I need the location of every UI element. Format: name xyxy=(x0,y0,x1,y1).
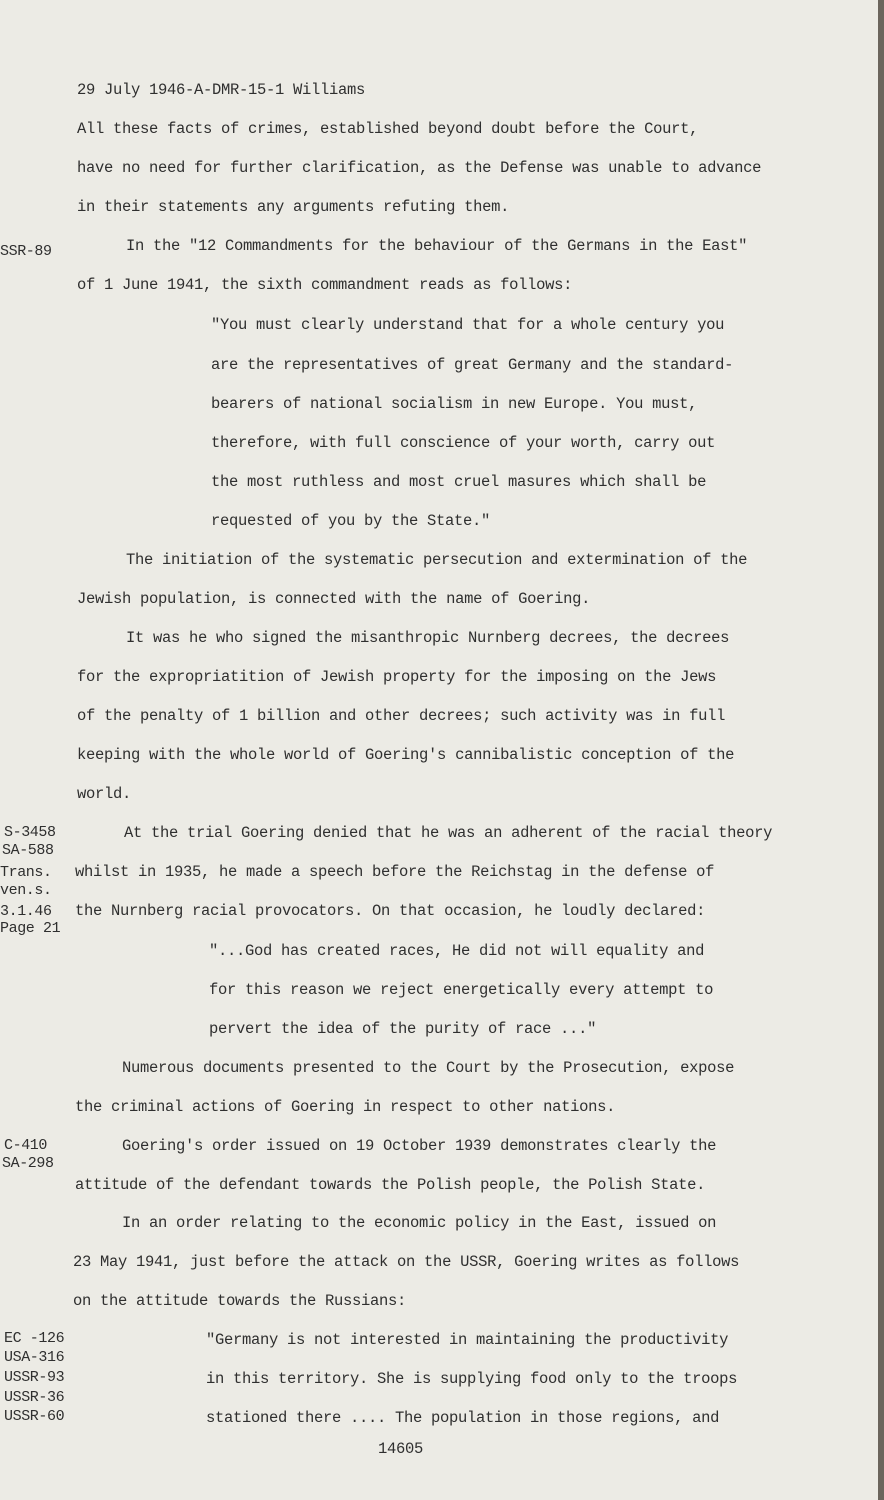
text-line: At the trial Goering denied that he was an adherent of the racial theory xyxy=(124,824,773,842)
text-line: keeping with the whole world of Goering's cannibalistic conception of the xyxy=(77,746,735,764)
text-line: Numerous documents presented to the Court by the Prosecution, expose xyxy=(122,1059,735,1077)
text-line: therefore, with full conscience of your worth, carry out xyxy=(211,434,716,452)
text-line: Goering's order issued on 19 October 1939 demonstrates clearly the xyxy=(122,1137,717,1155)
text-line: the most ruthless and most cruel masures which shall be xyxy=(211,473,707,491)
text-line: are the representatives of great Germany and the standard- xyxy=(211,356,734,374)
text-line: world. xyxy=(77,785,132,803)
text-line: whilst in 1935, he made a speech before the Reichstag in the defense of xyxy=(75,863,715,881)
margin-note: USSR-36 xyxy=(4,1389,65,1406)
text-line: All these facts of crimes, established beyond doubt before the Court, xyxy=(77,120,699,138)
margin-note: S-3458 xyxy=(4,824,56,841)
margin-note: USSR-93 xyxy=(4,1369,65,1386)
text-line: In the "12 Commandments for the behaviour of the Germans in the East" xyxy=(126,237,748,255)
text-line: "Germany is not interested in maintaining the productivity xyxy=(206,1331,729,1349)
text-line: The initiation of the systematic persecution and extermination of the xyxy=(126,551,748,569)
text-line: in this territory. She is supplying food only to the troops xyxy=(206,1370,738,1388)
text-line: 23 May 1941, just before the attack on the USSR, Goering writes as follows xyxy=(73,1253,740,1271)
text-line: on the attitude towards the Russians: xyxy=(73,1292,407,1310)
text-line: It was he who signed the misanthropic Nurnberg decrees, the decrees xyxy=(126,629,730,647)
margin-note: USSR-60 xyxy=(4,1408,65,1425)
margin-note: C-410 xyxy=(4,1137,48,1154)
page-number: 14605 xyxy=(378,1440,424,1458)
text-line: for the expropriatition of Jewish property for the imposing on the Jews xyxy=(77,668,717,686)
margin-note: ven.s. xyxy=(0,882,52,899)
text-line: "...God has created races, He did not will equality and xyxy=(209,942,705,960)
margin-note: 3.1.46 xyxy=(0,903,52,920)
margin-note: EC -126 xyxy=(4,1330,65,1347)
margin-note: Trans. xyxy=(0,864,52,881)
margin-note: SA-298 xyxy=(2,1155,54,1172)
text-line: stationed there .... The population in those regions, and xyxy=(206,1409,720,1427)
text-line: the Nurnberg racial provocators. On that occasion, he loudly declared: xyxy=(75,902,706,920)
text-line: in their statements any arguments refuting them. xyxy=(77,198,510,216)
margin-note: SA-588 xyxy=(2,842,54,859)
text-line: have no need for further clarification, as the Defense was unable to advance xyxy=(77,159,762,177)
page-header: 29 July 1946-A-DMR-15-1 Williams xyxy=(77,81,366,99)
text-line: In an order relating to the economic policy in the East, issued on xyxy=(122,1214,717,1232)
margin-note: USA-316 xyxy=(4,1349,65,1366)
text-line: Jewish population, is connected with the name of Goering. xyxy=(77,590,591,608)
text-line: "You must clearly understand that for a whole century you xyxy=(211,316,725,334)
text-line: bearers of national socialism in new Europe. You must, xyxy=(211,395,698,413)
margin-note: Page 21 xyxy=(0,920,61,937)
text-line: for this reason we reject energetically every attempt to xyxy=(209,981,714,999)
page-edge-shadow xyxy=(878,0,884,1500)
text-line: the criminal actions of Goering in respect to other nations. xyxy=(75,1098,616,1116)
text-line: of the penalty of 1 billion and other decrees; such activity was in full xyxy=(77,707,726,725)
text-line: of 1 June 1941, the sixth commandment reads as follows: xyxy=(77,276,573,294)
margin-note: SSR-89 xyxy=(0,243,52,260)
text-line: attitude of the defendant towards the Polish people, the Polish State. xyxy=(75,1176,706,1194)
text-line: requested of you by the State." xyxy=(211,512,491,530)
text-line: pervert the idea of the purity of race ..." xyxy=(209,1020,597,1038)
